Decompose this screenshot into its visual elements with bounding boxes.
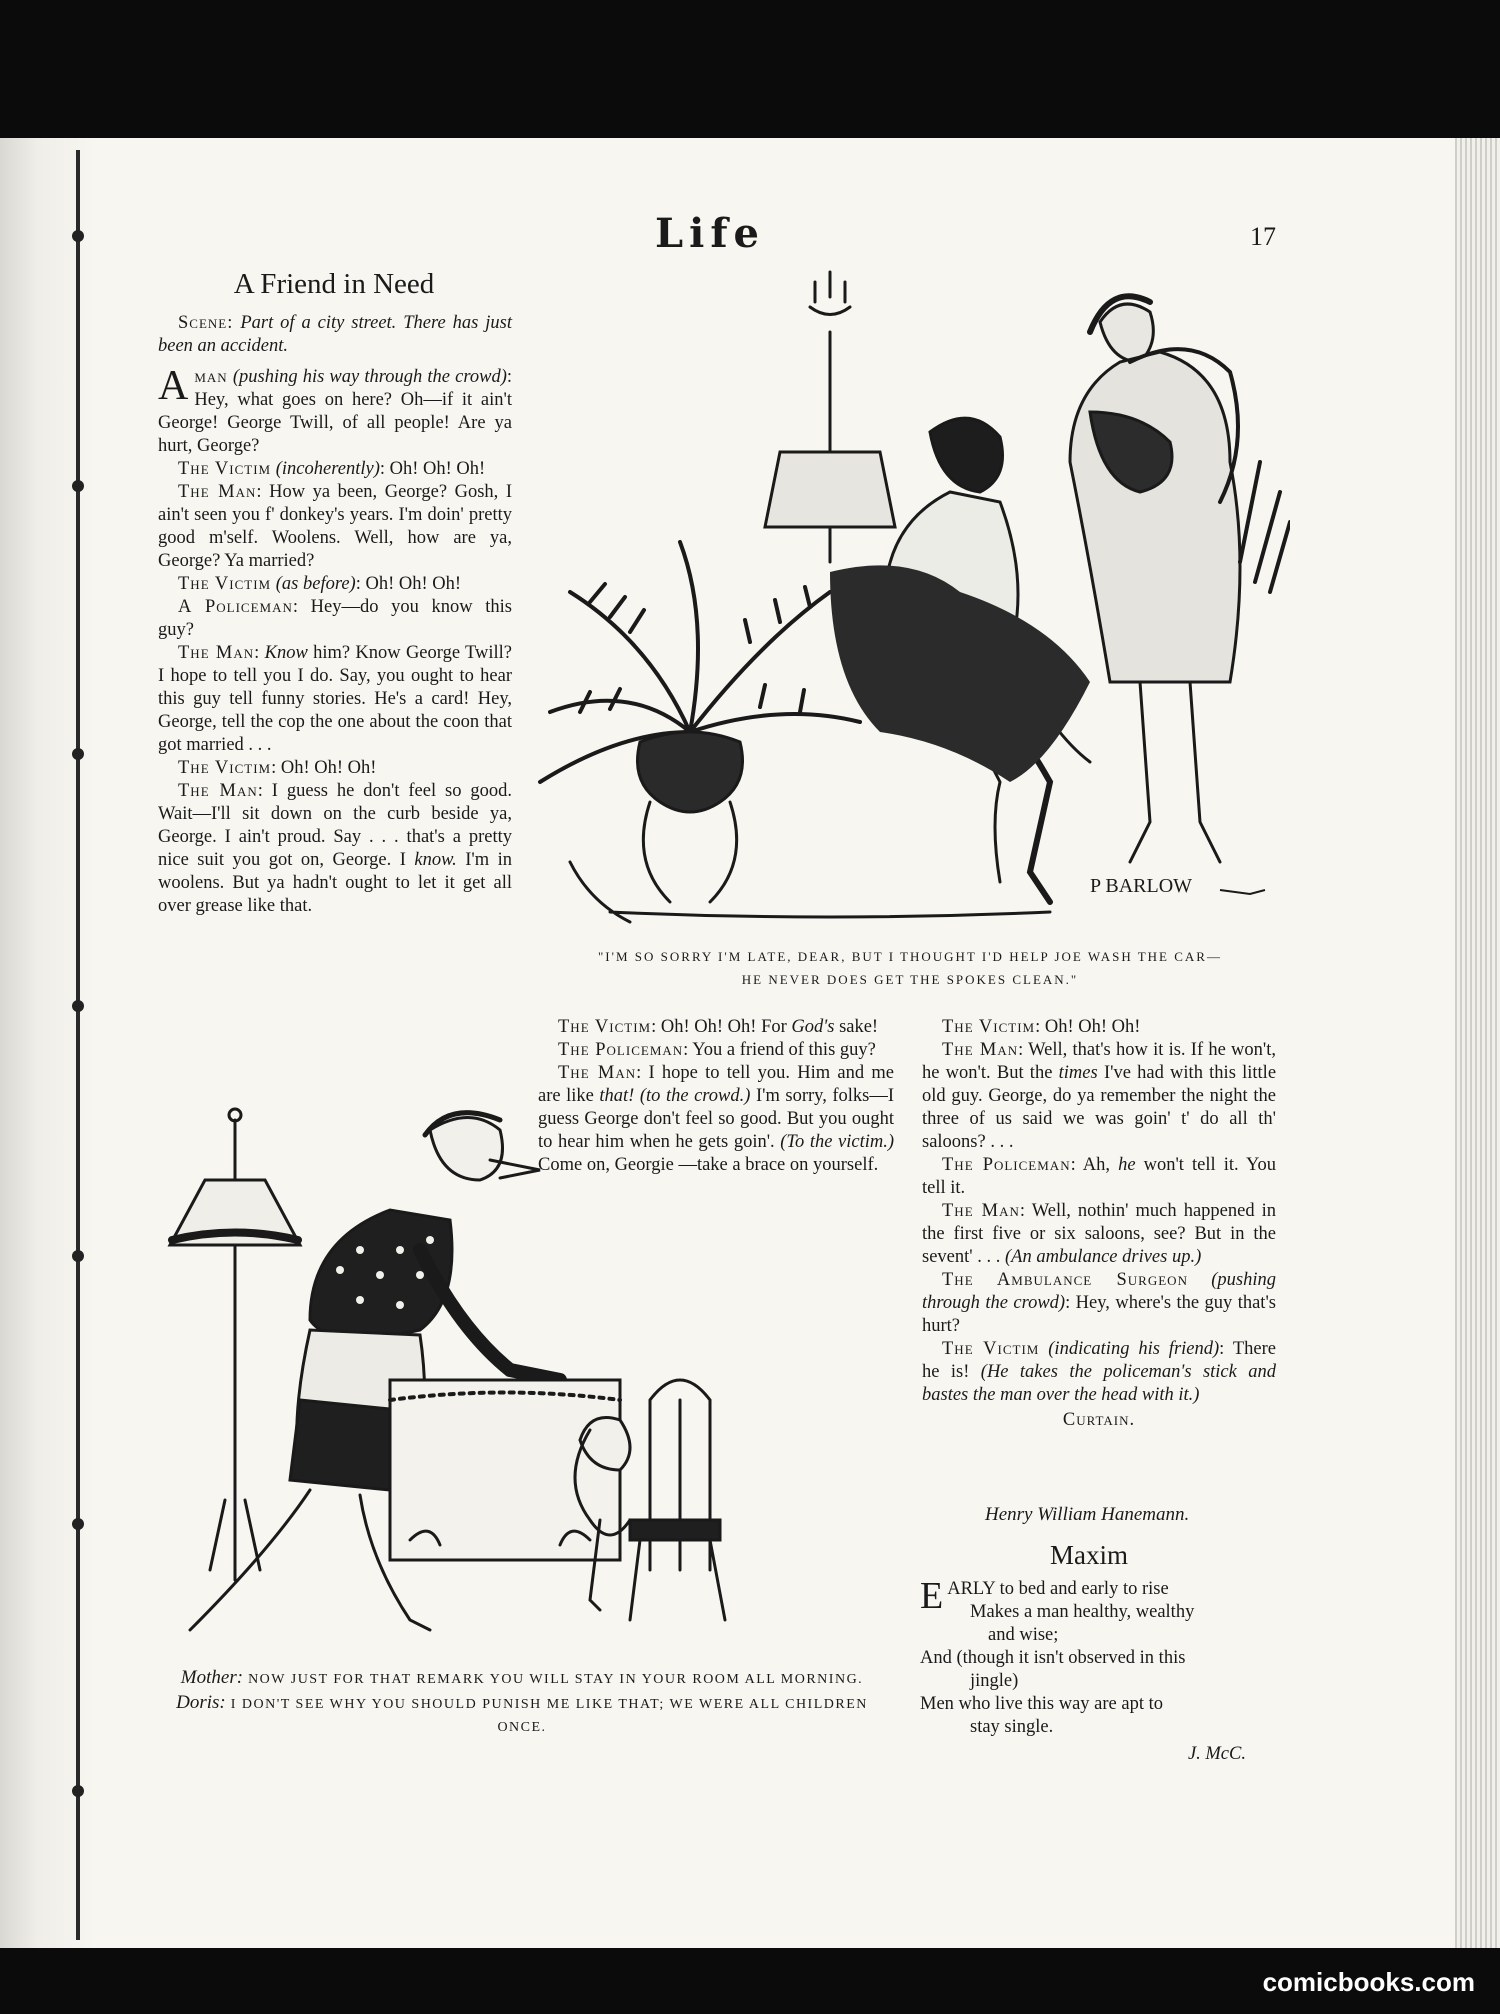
dialogue-line: The Victim: Oh! Oh! Oh! For God's sake!: [558, 1017, 879, 1037]
drop-cap: A: [158, 363, 189, 409]
poem-author: J. McC.: [1187, 1744, 1246, 1764]
cartoon-illustration-bottom: [160, 1100, 890, 1660]
binding-stitch: [72, 480, 84, 492]
caption-speaker: Doris:: [176, 1692, 226, 1713]
article-title: A Friend in Need: [233, 268, 435, 300]
dialogue-line: The Man: How ya been, George? Gosh, I ain't seen you f' donkey's years. I'm doin' pretty good m'self. Woolens. Well, how are ya, George? Ya married?: [158, 482, 512, 571]
dialogue-line: The Victim (incoherently): Oh! Oh! Oh!: [178, 459, 486, 479]
dialogue-line: The Victim: Oh! Oh! Oh!: [942, 1017, 1141, 1037]
masthead: Life: [655, 210, 765, 257]
binding-stitch: [72, 748, 84, 760]
caption-speaker: Mother:: [180, 1667, 244, 1688]
dialogue-line: The Man: Well, nothin' much happened in the first five or six saloons, see? But in the sevent' . . . (An ambulance drives up.): [922, 1201, 1277, 1267]
dialogue-line: The Man: I guess he don't feel so good. Wait—I'll sit down on the curb beside ya, George. I ain't proud. Say . . . that's a pretty nice suit you got on, George. I know. I'm in woolens. But ya hadn't ought to let it get all over grease like that.: [158, 781, 513, 916]
dialogue-line: The Man: Well, that's how it is. If he won't, he won't. But the times I've had with this little old guy. George, do ya remember the night the three of us said we was goin' t' do all th' saloons? . . .: [922, 1040, 1277, 1152]
binding-stitch: [72, 1785, 84, 1797]
cartoon-caption-top: "I'M SO SORRY I'M LATE, DEAR, BUT I THOUGHT I'D HELP JOE WASH THE CAR— HE NEVER DOES GET THE SPOKES CLEAN.": [598, 949, 1222, 987]
article-author: Henry William Hanemann.: [985, 1504, 1190, 1525]
dialogue-line: The Ambulance Surgeon (pushing through the crowd): Hey, where's the guy that's hurt?: [922, 1270, 1276, 1336]
article-column-3: [922, 1016, 1276, 1432]
artist-signature: P BARLOW: [1090, 875, 1193, 897]
cartoon-caption-bottom: Mother: NOW JUST FOR THAT REMARK YOU WILL STAY IN YOUR ROOM ALL MORNING. Doris: I DON'T SEE WHY YOU SHOULD PUNISH ME LIKE THAT; WE WERE ALL CHILDREN ONCE.: [176, 1667, 868, 1735]
dialogue-line: A Policeman: Hey—do you know this guy?: [158, 597, 512, 640]
curtain-label: Curtain.: [1062, 1410, 1136, 1430]
dialogue-line: The Victim (as before): Oh! Oh! Oh!: [178, 574, 462, 594]
scene-paragraph: Scene: Part of a city street. There has just been an accident.: [158, 313, 512, 356]
dialogue-line: The Victim: Oh! Oh! Oh!: [178, 758, 377, 778]
dialogue-line: Aman (pushing his way through the crowd): Hey, what goes on here? Oh—if it ain't George! George Twill, of all people! Are ya hurt, George?: [158, 363, 513, 456]
article-column-1: [158, 312, 512, 918]
drop-cap: E: [920, 1575, 944, 1617]
binding-stitch: [72, 1518, 84, 1530]
dialogue-line: The Policeman: Ah, he won't tell it. You tell it.: [922, 1155, 1276, 1198]
poem: EARLY to bed and early to rise Makes a man healthy, wealthy and wise; And (though it isn't observed in this jingle) Men who live this way are apt to stay single. J. McC.: [920, 1578, 1276, 1766]
poem-title: Maxim: [1050, 1540, 1128, 1570]
watermark: comicbooks.com: [1262, 1967, 1475, 1997]
page-stack-edge: [1455, 138, 1500, 1948]
binding-stitch: [72, 230, 84, 242]
binding-stitch: [72, 1250, 84, 1262]
cartoon-illustration-top: [530, 262, 1290, 942]
binding-stitch: [72, 1000, 84, 1012]
dialogue-line: The Man: Know him? Know George Twill? I hope to tell you I do. Say, you ought to hear this guy tell funny stories. He's a card! Hey, George, tell the cop the one about the coon that got married . . .: [158, 643, 513, 755]
dialogue-line: The Victim (indicating his friend): There he is! (He takes the policeman's stick and bastes the man over the head with it.): [922, 1339, 1277, 1405]
page-gutter: [0, 138, 95, 1948]
dialogue-line: The Policeman: You a friend of this guy?: [558, 1040, 876, 1060]
binding-thread: [76, 150, 80, 1940]
dialogue-line: The Man: I hope to tell you. Him and me are like that! (to the crowd.) I'm sorry, folks—I guess George don't feel so good. But you ought to hear him when he gets goin'. (To the victim.) Come on, Georgie —take a brace on yourself.: [538, 1063, 895, 1175]
page-number: 17: [1250, 222, 1276, 251]
